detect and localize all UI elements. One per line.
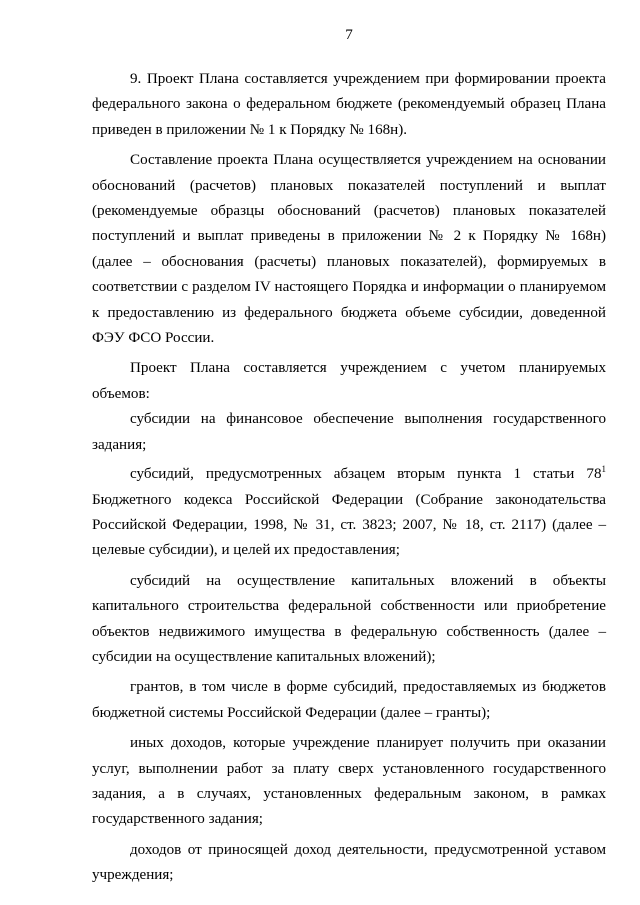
paragraph-other-income: иных доходов, которые учреждение планирует получить при оказании услуг, выполнении работ за плату сверх установленного государственного задания, а в случаях, установленных федеральным законом, в рамках государственного задания; [92, 735, 606, 828]
paragraph-grants: грантов, в том числе в форме субсидий, предоставляемых из бюджетов бюджетной системы Российской Федерации (далее – гранты); [92, 679, 606, 721]
paragraph-target-subsidies [92, 462, 606, 564]
paragraph-capital-investment-subsidies: субсидий на осуществление капитальных вложений в объекты капитального строительства федеральной собственности или приобретение объектов недвижимого имущества в федеральную собственность (далее – субсидии на осуществление капитальных вложений); [92, 572, 606, 665]
paragraph-planned-volumes-intro: Проект Плана составляется учреждением с учетом планируемых объемов: [92, 360, 606, 402]
page-number: 7 [345, 27, 353, 43]
target-subsidies-text-start: субсидий, предусмотренных абзацем вторым пункта 1 статьи 78 [130, 466, 602, 483]
footnote-superscript: 1 [601, 464, 606, 475]
paragraph-subsidy-state-task: субсидии на финансовое обеспечение выполнения государственного задания; [92, 411, 606, 453]
paragraph-plan-drafting: Составление проекта Плана осуществляется учреждением на основании обоснований (расчетов) плановых показателей поступлений и выплат (рекомендуемые образцы обоснований (расчетов) плановых показателей поступлений и выплат приведены в приложении № 2 к Порядку № 168н) (далее – обоснования (расчеты) плановых показателей), формируемых в соответствии с разделом IV настоящего Порядка и информации о планируемом к предоставлению из федерального бюджета объеме субсидии, доведенной ФЭУ ФСО России. [92, 152, 606, 347]
paragraph-income-generating-activity: доходов от приносящей доход деятельности, предусмотренной уставом учреждения; [92, 841, 606, 884]
target-subsidies-text-end: Бюджетного кодекса Российской Федерации (Собрание законодательства Российской Федерации, 1998, № 31, ст. 3823; 2007, № 18, ст. 2117) (далее – целевые субсидии), и целей их предоставления; [92, 491, 606, 559]
paragraph-item-9: 9. Проект Плана составляется учреждением при формировании проекта федерального закона о федеральном бюджете (рекомендуемый образец Плана приведен в приложении № 1 к Порядку № 168н). [92, 71, 606, 138]
